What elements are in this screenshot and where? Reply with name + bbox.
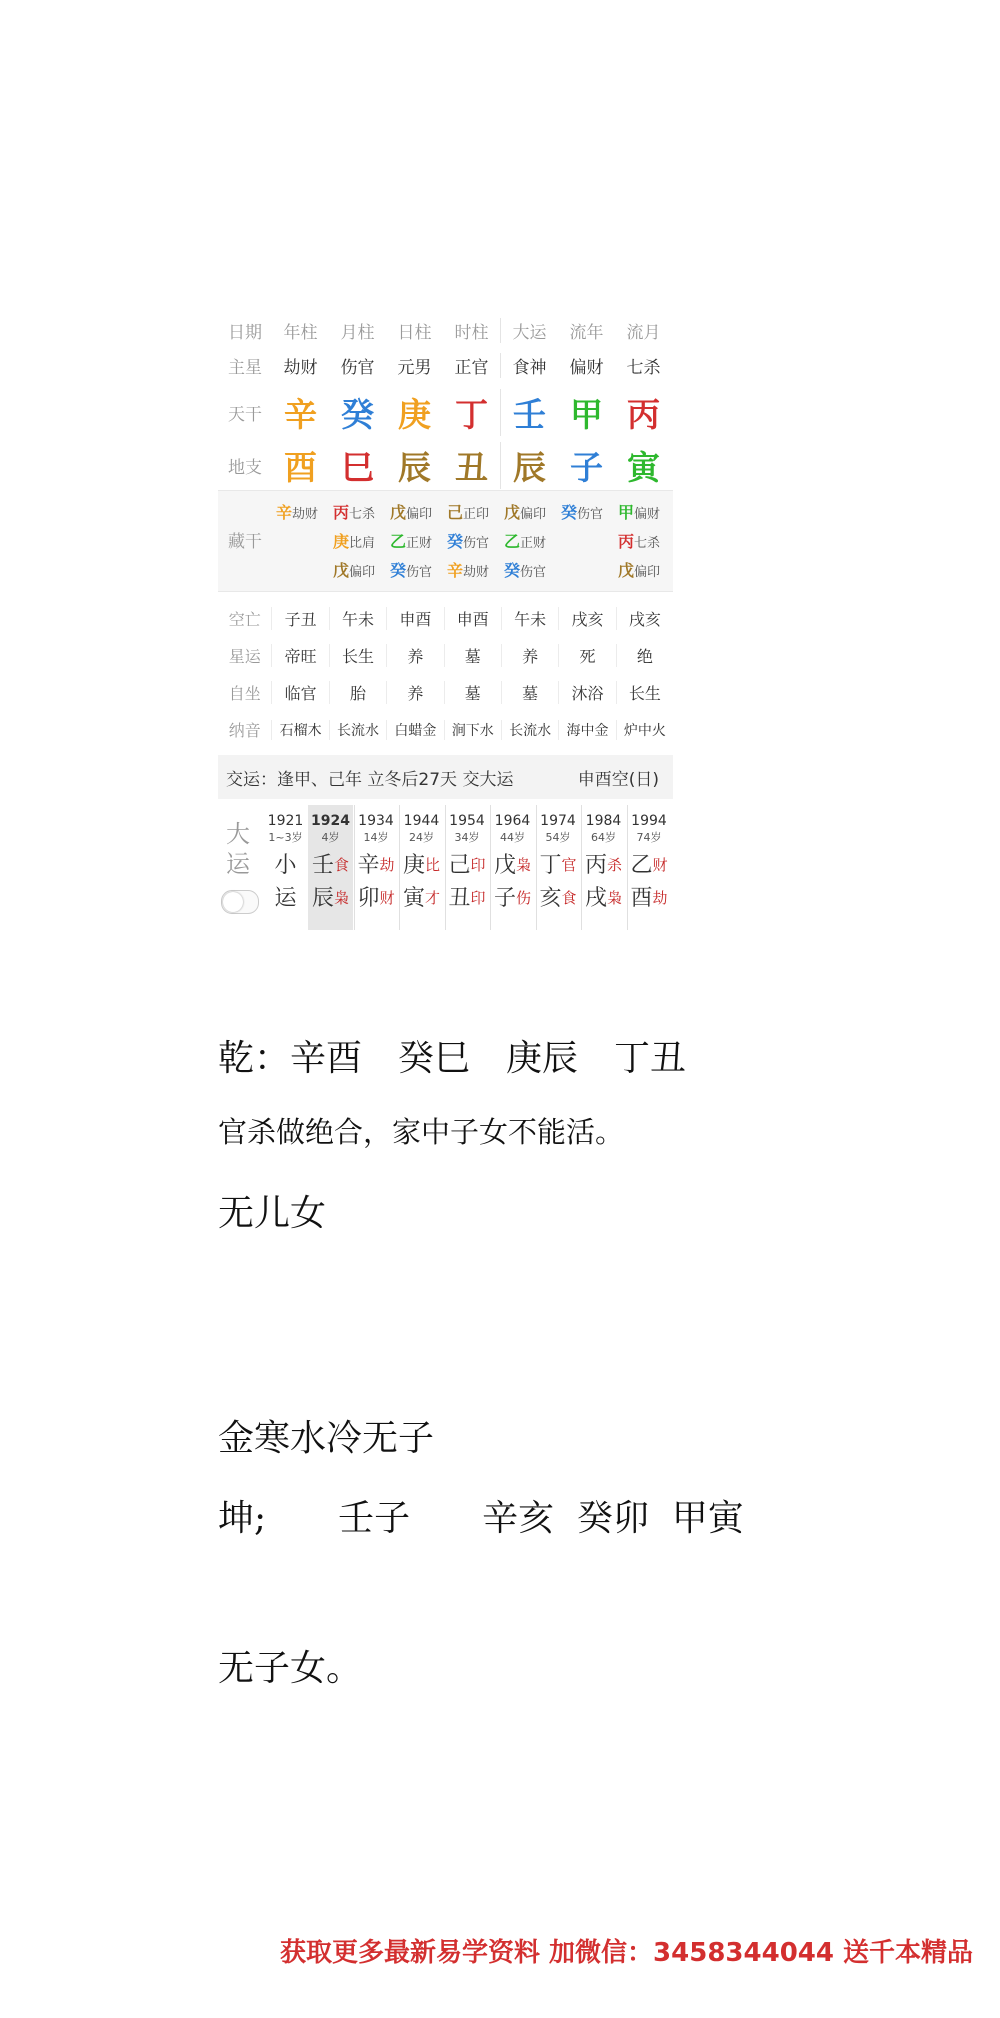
dayun-shishen: 印 <box>470 856 486 874</box>
header-1: 年柱 <box>283 322 318 343</box>
canggan-shishen: 偏印 <box>349 565 376 580</box>
canggan-stem: 癸 <box>447 532 464 551</box>
dizhi-row <box>218 440 673 490</box>
canggan-stem: 己 <box>447 503 464 522</box>
dayun-row-2 <box>627 882 672 915</box>
canggan-shishen: 七杀 <box>349 507 376 522</box>
canggan-shishen: 七杀 <box>634 536 661 551</box>
dayun-age: 34岁 <box>454 831 480 844</box>
info-row-2 <box>218 674 673 711</box>
qian-line: 乾：辛酉 癸巳 庚辰 丁丑 <box>218 1038 687 1079</box>
canggan-item <box>618 528 671 557</box>
canggan-item <box>504 499 557 528</box>
kun-line: 坤; 壬子 辛亥 癸卯 甲寅 <box>218 1498 744 1539</box>
info-val: 白蜡金 <box>386 720 443 740</box>
zhuxing-2: 元男 <box>397 357 432 378</box>
info-val: 石榴木 <box>271 720 328 740</box>
dayun-col-1994[interactable] <box>627 805 672 930</box>
dayun-row-1 <box>581 849 626 882</box>
dayun-branch: 戌 <box>584 886 607 911</box>
dayun-shishen: 伤 <box>516 889 532 907</box>
dayun-year: 1934 <box>358 813 394 829</box>
info-val: 申酉 <box>444 607 501 630</box>
dayun-branch: 子 <box>493 886 516 911</box>
dayun-col-1924[interactable] <box>308 805 353 930</box>
info-val: 墓 <box>444 681 501 704</box>
canggan-item <box>447 557 500 586</box>
canggan-item <box>333 499 386 528</box>
tiangan-5: 甲 <box>570 394 603 434</box>
info-val: 帝旺 <box>271 644 328 667</box>
dayun-row-2 <box>536 882 581 915</box>
dayun-row-1 <box>399 849 444 882</box>
canggan-col-0 <box>272 499 329 528</box>
header-5: 大运 <box>500 318 558 343</box>
canggan-item <box>447 499 500 528</box>
tiangan-4: 壬 <box>500 389 558 436</box>
dayun-shishen: 枭 <box>516 856 532 874</box>
comment-line: 官杀做绝合，家中子女不能活。 <box>218 1115 625 1149</box>
tiangan-row <box>218 387 673 437</box>
canggan-shishen: 劫财 <box>292 507 319 522</box>
dizhi-3: 丑 <box>455 447 488 487</box>
kongwang-text: 申酉空(日) <box>577 769 659 790</box>
dayun-col-1964[interactable] <box>490 805 535 930</box>
dayun-row-1 <box>490 849 535 882</box>
dayun-row-1 <box>354 849 399 882</box>
dayun-col-1974[interactable] <box>536 805 581 930</box>
header-2: 月柱 <box>340 322 375 343</box>
dayun-year: 1944 <box>403 813 440 829</box>
canggan-col-2 <box>386 499 443 586</box>
canggan-section <box>218 490 673 592</box>
dizhi-4: 辰 <box>500 442 558 489</box>
xiaoyun-char: 小 <box>274 853 297 878</box>
dayun-col-1954[interactable] <box>445 805 490 930</box>
dayun-row-1 <box>536 849 581 882</box>
info-val: 长流水 <box>501 720 558 740</box>
dayun-branch: 辰 <box>311 886 334 911</box>
zhuxing-label: 主星 <box>228 357 262 378</box>
jiaoyun-text: 交运：逢甲、己年 立冬后27天 交大运 <box>226 769 514 790</box>
info-val: 养 <box>501 644 558 667</box>
dayun-row-1 <box>445 849 490 882</box>
dizhi-0: 酉 <box>284 447 317 487</box>
dayun-year: 1924 <box>311 813 350 829</box>
dayun-age: 74岁 <box>636 831 662 844</box>
canggan-label: 藏干 <box>228 532 262 552</box>
info-val: 海中金 <box>558 720 615 740</box>
canggan-item <box>618 557 671 586</box>
tiangan-6: 丙 <box>627 394 660 434</box>
canggan-stem: 乙 <box>390 532 407 551</box>
tiangan-2: 庚 <box>398 394 431 434</box>
dizhi-2: 辰 <box>398 447 431 487</box>
header-0: 日期 <box>228 322 262 343</box>
dayun-shishen: 官 <box>561 856 577 874</box>
dayun-age: 64岁 <box>591 831 616 844</box>
dayun-shishen: 枭 <box>334 889 350 907</box>
dayun-col-1934[interactable] <box>354 805 399 930</box>
canggan-col-4 <box>500 499 557 586</box>
dayun-label-char: 大 <box>226 820 250 848</box>
dayun-stem: 己 <box>448 853 471 878</box>
dayun-year: 1974 <box>540 813 576 829</box>
canggan-item <box>561 499 614 528</box>
canggan-col-6 <box>614 499 671 586</box>
dayun-shishen: 食 <box>561 889 577 907</box>
wu-er-nv: 无儿女 <box>218 1193 327 1234</box>
info-row-0 <box>218 600 673 637</box>
dayun-row-2 <box>581 882 626 915</box>
dayun-shishen: 食 <box>334 856 350 874</box>
dayun-shishen: 财 <box>379 889 395 907</box>
info-label: 纳音 <box>228 721 261 740</box>
canggan-col-1 <box>329 499 386 586</box>
dayun-row-2 <box>399 882 444 915</box>
dayun-col-1984[interactable] <box>581 805 626 930</box>
canggan-shishen: 正财 <box>520 536 547 551</box>
canggan-item <box>333 528 386 557</box>
dayun-shishen: 印 <box>470 889 486 907</box>
info-row-3 <box>218 711 673 748</box>
toggle-knob <box>223 892 243 912</box>
tiangan-0: 辛 <box>284 394 317 434</box>
dayun-stem: 辛 <box>357 853 380 878</box>
canggan-stem: 戊 <box>333 561 350 580</box>
info-val: 长生 <box>329 644 386 667</box>
dayun-col-1944[interactable] <box>399 805 444 930</box>
info-val: 戌亥 <box>616 607 673 630</box>
dayun-stem: 丙 <box>584 853 607 878</box>
jiaoyun-bar <box>218 755 673 799</box>
footer-ad: 获取更多最新易学资料 加微信：3458344044 送千本精品 <box>280 1938 974 1968</box>
info-label: 空亡 <box>228 610 261 629</box>
canggan-shishen: 偏印 <box>406 507 433 522</box>
canggan-item <box>333 557 386 586</box>
canggan-shishen: 偏印 <box>520 507 547 522</box>
dayun-age: 54岁 <box>545 831 571 844</box>
info-val: 墓 <box>501 681 558 704</box>
dayun-stem: 壬 <box>311 853 334 878</box>
canggan-shishen: 正财 <box>406 536 433 551</box>
dayun-year: 1984 <box>585 813 622 829</box>
info-val: 临官 <box>271 681 328 704</box>
tiangan-3: 丁 <box>455 394 488 434</box>
canggan-stem: 丙 <box>618 532 635 551</box>
dayun-shishen: 劫 <box>652 889 668 907</box>
xiaoyun-chars <box>263 849 308 915</box>
canggan-col-5 <box>557 499 614 528</box>
dayun-year: 1964 <box>494 813 531 829</box>
dayun-year: 1954 <box>449 813 485 829</box>
bazi-chart <box>218 305 673 925</box>
dayun-shishen: 才 <box>425 889 441 907</box>
header-6: 流年 <box>569 322 604 343</box>
dayun-age: 24岁 <box>409 831 434 844</box>
xiaoyun-char: 运 <box>274 886 297 911</box>
header-row <box>218 315 673 345</box>
info-val: 炉中火 <box>616 720 673 740</box>
canggan-shishen: 比肩 <box>349 536 376 551</box>
canggan-item <box>504 528 557 557</box>
canggan-stem: 丙 <box>333 503 350 522</box>
header-3: 日柱 <box>397 322 432 343</box>
dayun-branch: 酉 <box>630 886 653 911</box>
dayun-shishen: 杀 <box>607 856 623 874</box>
dayun-shishen: 比 <box>425 856 441 874</box>
info-val: 养 <box>386 681 443 704</box>
info-val: 申酉 <box>386 607 443 630</box>
info-val: 长流水 <box>329 720 386 740</box>
info-label: 星运 <box>228 647 261 666</box>
info-val: 沐浴 <box>558 681 615 704</box>
dizhi-6: 寅 <box>627 447 660 487</box>
dayun-branch: 卯 <box>357 886 380 911</box>
info-val: 绝 <box>616 644 673 667</box>
dayun-section <box>218 805 673 930</box>
canggan-item <box>390 528 443 557</box>
canggan-stem: 戊 <box>390 503 407 522</box>
dayun-row-2 <box>308 882 353 915</box>
canggan-item <box>504 557 557 586</box>
info-val: 子丑 <box>271 607 328 630</box>
dayun-row-2 <box>354 882 399 915</box>
canggan-shishen: 偏财 <box>634 507 661 522</box>
canggan-shishen: 伤官 <box>463 536 490 551</box>
dayun-branch: 丑 <box>448 886 471 911</box>
dayun-shishen: 财 <box>652 856 668 874</box>
canggan-item <box>276 499 329 528</box>
info-rows <box>218 600 673 748</box>
wu-zi-nv: 无子女。 <box>218 1648 363 1689</box>
info-val: 长生 <box>616 681 673 704</box>
dayun-year: 1994 <box>631 813 667 829</box>
canggan-stem: 乙 <box>504 532 521 551</box>
dayun-stem: 戊 <box>493 853 516 878</box>
canggan-stem: 癸 <box>504 561 521 580</box>
canggan-stem: 癸 <box>390 561 407 580</box>
zhuxing-1: 伤官 <box>340 357 375 378</box>
canggan-item <box>447 528 500 557</box>
zhuxing-row <box>218 350 673 380</box>
canggan-shishen: 劫财 <box>463 565 490 580</box>
dayun-stem: 乙 <box>630 853 653 878</box>
info-val: 死 <box>558 644 615 667</box>
canggan-item <box>390 499 443 528</box>
header-7: 流月 <box>626 322 661 343</box>
dayun-label-char: 运 <box>226 850 250 878</box>
canggan-shishen: 伤官 <box>520 565 547 580</box>
jinhan-line: 金寒水冷无子 <box>218 1418 435 1459</box>
dayun-age: 44岁 <box>500 831 525 844</box>
canggan-shishen: 正印 <box>463 507 490 522</box>
info-val: 墓 <box>444 644 501 667</box>
canggan-shishen: 伤官 <box>577 507 604 522</box>
info-val: 午未 <box>329 607 386 630</box>
dayun-row-1 <box>308 849 353 882</box>
xiaoyun-age: 1~3岁 <box>268 831 303 844</box>
info-val: 养 <box>386 644 443 667</box>
canggan-col-3 <box>443 499 500 586</box>
canggan-stem: 甲 <box>618 503 635 522</box>
dayun-branch: 寅 <box>402 886 425 911</box>
canggan-stem: 庚 <box>333 532 350 551</box>
zhuxing-0: 劫财 <box>283 357 318 378</box>
tiangan-label: 天干 <box>228 404 262 425</box>
xiaoyun-year: 1921 <box>267 813 304 829</box>
info-row-1 <box>218 637 673 674</box>
zhuxing-3: 正官 <box>454 357 489 378</box>
zhuxing-4: 食神 <box>500 353 558 378</box>
info-val: 胎 <box>329 681 386 704</box>
dayun-label <box>226 819 250 879</box>
dizhi-5: 子 <box>570 447 603 487</box>
dayun-shishen: 劫 <box>379 856 395 874</box>
xiaoyun-col <box>263 805 308 930</box>
canggan-stem: 癸 <box>561 503 578 522</box>
canggan-stem: 辛 <box>447 561 464 580</box>
dizhi-1: 巳 <box>341 447 374 487</box>
xiaoyun-toggle[interactable] <box>221 890 259 914</box>
info-val: 涧下水 <box>444 720 501 740</box>
dayun-age: 14岁 <box>363 831 389 844</box>
canggan-item <box>390 557 443 586</box>
canggan-shishen: 偏印 <box>634 565 661 580</box>
canggan-stem: 戊 <box>618 561 635 580</box>
dayun-branch: 亥 <box>539 886 562 911</box>
dayun-stem: 丁 <box>539 853 562 878</box>
zhuxing-5: 偏财 <box>569 357 604 378</box>
info-val: 午未 <box>501 607 558 630</box>
dayun-row-2 <box>490 882 535 915</box>
tiangan-1: 癸 <box>341 394 374 434</box>
header-4: 时柱 <box>454 322 489 343</box>
dizhi-label: 地支 <box>228 457 262 478</box>
info-label: 自坐 <box>228 684 261 703</box>
dayun-row-1 <box>627 849 672 882</box>
zhuxing-6: 七杀 <box>626 357 661 378</box>
dayun-shishen: 枭 <box>607 889 623 907</box>
canggan-shishen: 伤官 <box>406 565 433 580</box>
dayun-age: 4岁 <box>321 831 340 844</box>
canggan-stem: 戊 <box>504 503 521 522</box>
canggan-stem: 辛 <box>276 503 293 522</box>
dayun-row-2 <box>445 882 490 915</box>
dayun-stem: 庚 <box>402 853 425 878</box>
canggan-item <box>618 499 671 528</box>
info-val: 戌亥 <box>558 607 615 630</box>
